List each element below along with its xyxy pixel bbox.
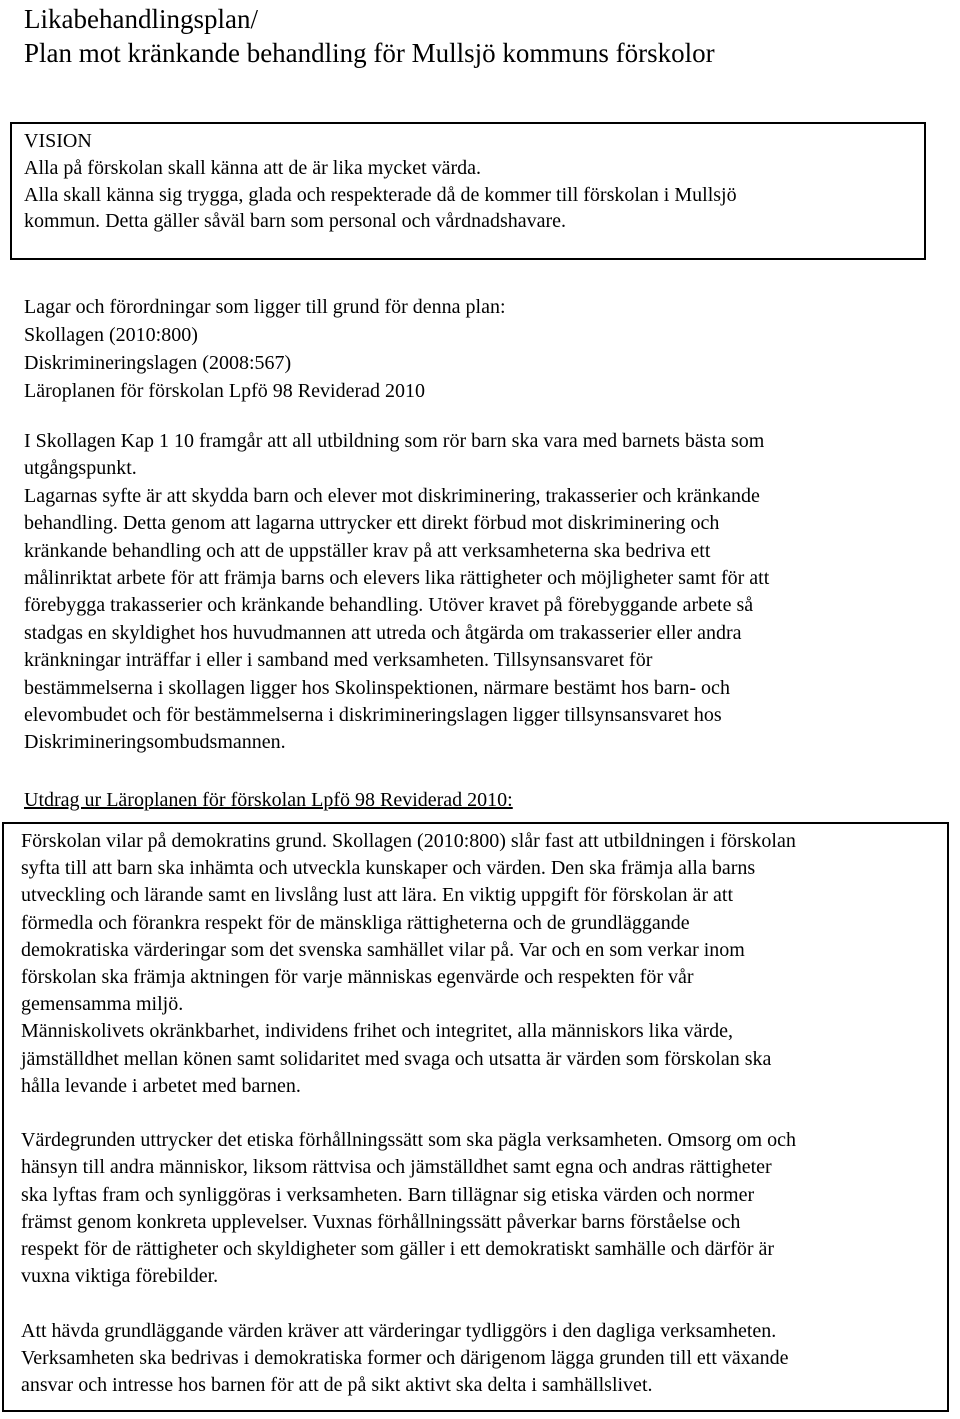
body-line: elevombudet och för bestämmelserna i diskrimineringslagen ligger tillsynsansvaret hos xyxy=(24,704,722,727)
title-line: Plan mot kränkande behandling för Mullsjö kommuns förskolor xyxy=(24,38,715,68)
body-line: förebygga trakasserier och kränkande behandling. Utöver kravet på förebyggande arbete så xyxy=(24,594,754,617)
excerpt-line: ansvar och intresse hos barnen för att de på sikt aktivt ska delta i samhällslivet. xyxy=(21,1374,653,1397)
body-line: utgångspunkt. xyxy=(24,457,137,480)
laws-section xyxy=(24,293,944,405)
excerpt-line: Verksamheten ska bedrivas i demokratiska former och därigenom lägga grunden till ett växande xyxy=(21,1346,789,1369)
body-line: kränkande behandling och att de uppställer krav på att verksamheterna ska bedriva ett xyxy=(24,539,711,562)
skollagen-paragraph xyxy=(24,428,944,757)
laws-intro: Lagar och förordningar som ligger till grund för denna plan: xyxy=(24,296,506,318)
paragraph-gap xyxy=(21,1100,947,1127)
excerpt-line: syfta till att barn ska inhämta och utveckla kunskaper och värden. Den ska främja alla barns xyxy=(21,857,756,880)
excerpt-line: gemensamma miljö. xyxy=(21,993,184,1016)
law-item: Läroplanen för förskolan Lpfö 98 Reviderad 2010 xyxy=(24,380,425,402)
excerpt-paragraph xyxy=(21,1127,947,1290)
law-item: Skollagen (2010:800) xyxy=(24,324,198,346)
body-line: I Skollagen Kap 1 10 framgår att all utbildning som rör barn ska vara med barnets bästa som xyxy=(24,430,765,452)
excerpt-line: ska lyftas fram och synliggöras i verksamheten. Barn tillägnar sig etiska värden och normer xyxy=(21,1183,755,1206)
law-item: Diskrimineringslagen (2008:567) xyxy=(24,352,292,374)
excerpt-line: Att hävda grundläggande värden kräver att värderingar tydliggörs i den dagliga verksamheten. xyxy=(21,1319,777,1342)
excerpt-line: respekt för de rättigheter och skyldigheter som gäller i ett demokratiskt samhälle och därför är xyxy=(21,1238,775,1261)
excerpt-paragraph xyxy=(21,1318,947,1400)
body-line: stadgas en skyldighet hos huvudmannen att utreda och åtgärda om trakasserier eller andra xyxy=(24,621,742,644)
body-line: Lagarnas syfte är att skydda barn och elever mot diskriminering, trakasserier och kränkande xyxy=(24,484,760,507)
excerpt-line: Värdegrunden uttrycker det etiska förhållningssätt som ska pägla verksamheten. Omsorg om och xyxy=(21,1129,796,1152)
excerpt-line: vuxna viktiga förebilder. xyxy=(21,1265,219,1288)
excerpt-line: främst genom konkreta upplevelser. Vuxnas förhållningssätt påverkar barns förståelse och xyxy=(21,1210,741,1233)
excerpt-line: utveckling och lärande samt en livslång lust att lära. En viktig uppgift för förskolan är att xyxy=(21,884,734,907)
title-line: Likabehandlingsplan/ xyxy=(24,4,258,34)
body-line: behandling. Detta genom att lagarna uttrycker ett direkt förbud mot diskriminering och xyxy=(24,512,720,535)
excerpt-line: Människolivets okränkbarhet, individens frihet och integritet, alla människors lika värde, xyxy=(21,1020,734,1043)
vision-line: Alla skall känna sig trygga, glada och respekterade då de kommer till förskolan i Mullsjö xyxy=(24,183,737,206)
excerpt-line: jämställdhet mellan könen samt solidaritet med svaga och utsatta är värden som förskolan ska xyxy=(21,1047,772,1070)
paragraph-gap xyxy=(21,1290,947,1317)
vision-line: kommun. Detta gäller såväl barn som personal och vårdnadshavare. xyxy=(24,210,567,232)
excerpt-paragraph xyxy=(21,828,947,1100)
excerpt-line: förskolan ska främja aktningen för varje människas egenvärde och respekten för vår xyxy=(21,966,694,989)
vision-line: Alla på förskolan skall känna att de är lika mycket värda. xyxy=(24,157,482,179)
body-line: målinriktat arbete för att främja barns och elevers lika rättigheter och möjligheter samt för att xyxy=(24,567,770,590)
lpfo-excerpt-box xyxy=(2,822,949,1412)
excerpt-line: förmedla och förankra respekt för de mänskliga rättigheterna och de grundläggande xyxy=(21,911,690,934)
body-line: kränkningar inträffar i eller i samband med verksamheten. Tillsynsansvaret för xyxy=(24,649,653,672)
utdrag-heading: Utdrag ur Läroplanen för förskolan Lpfö 98 Reviderad 2010: xyxy=(24,789,513,811)
excerpt-line: Förskolan vilar på demokratins grund. Skollagen (2010:800) slår fast att utbildningen i förskolan xyxy=(21,830,796,852)
excerpt-line: hänsyn till andra människor, liksom rättvisa och jämställdhet samt egna och andras rättigheter xyxy=(21,1156,772,1179)
vision-box xyxy=(10,122,926,260)
excerpt-line: demokratiska värderingar som det svenska samhället vilar på. Var och en som verkar inom xyxy=(21,938,745,961)
body-line: Diskrimineringsombudsmannen. xyxy=(24,731,286,754)
excerpt-line: hålla levande i arbetet med barnen. xyxy=(21,1074,301,1097)
body-line: bestämmelserna i skollagen ligger hos Skolinspektionen, närmare bestämt hos barn- och xyxy=(24,676,730,699)
document-title xyxy=(24,2,715,70)
vision-heading: VISION xyxy=(24,130,92,152)
